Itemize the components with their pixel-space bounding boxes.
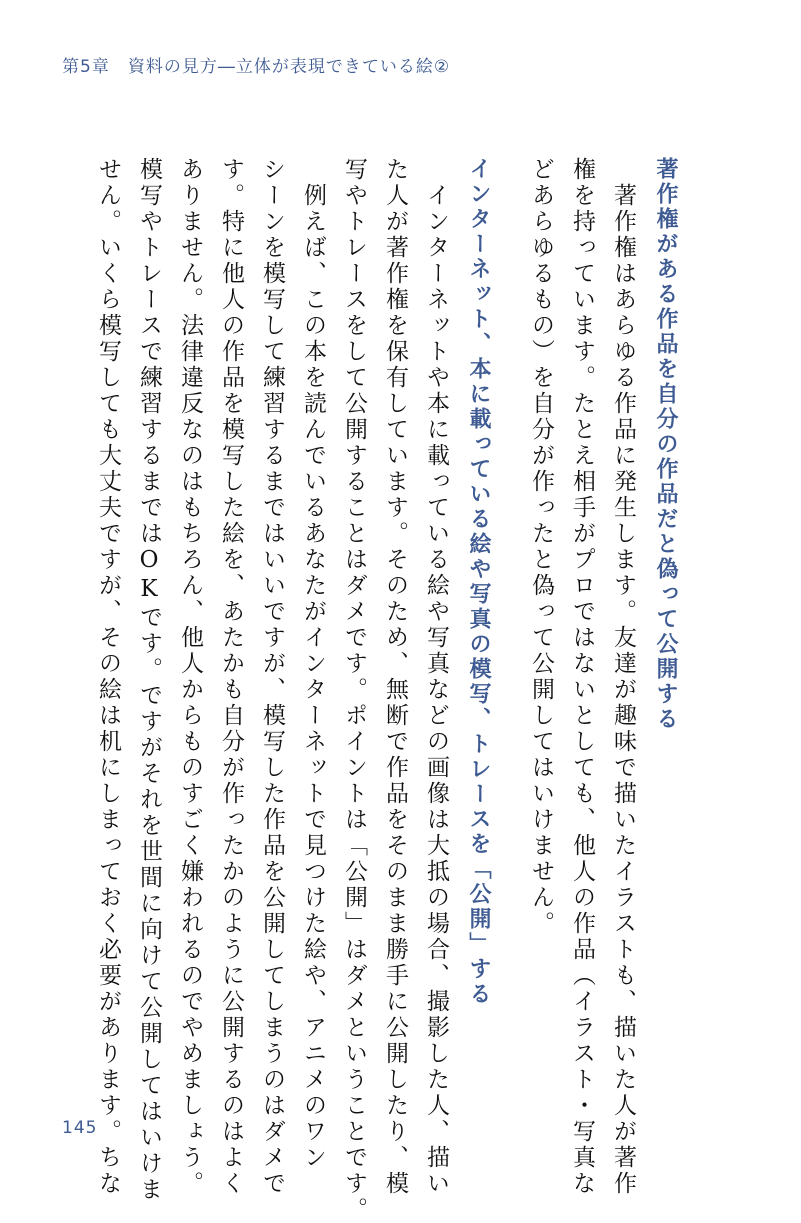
text-line: 模写やトレースで練習するまではOKです。ですがそれを世間に向けて公開してはいけま bbox=[136, 157, 162, 1203]
text-line: 写やトレースをして公開することはダメです。ポイントは「公開」はダメということです。 bbox=[341, 157, 367, 1223]
page-number: 145 bbox=[62, 1118, 98, 1138]
text-line: ありません。法律違反なのはもちろん、他人からものすごく嫌われるのでやめましょう。 bbox=[177, 157, 203, 1197]
section-gap bbox=[493, 157, 511, 1047]
text-line: た人が著作権を保有しています。そのため、無断で作品をそのまま勝手に公開したり、模 bbox=[382, 157, 408, 1197]
section-heading-publish: インターネット、本に載っている絵や写真の模写、トレースを「公開」する bbox=[466, 157, 491, 1007]
main-text bbox=[95, 157, 680, 1223]
text-line: インターネットや本に載っている絵や写真などの画像は大抵の場合、撮影した人、描い bbox=[423, 157, 449, 1197]
section-heading-copyright: 著作権がある作品を自分の作品だと偽って公開する bbox=[653, 157, 678, 732]
running-header: 第5章 資料の見方―立体が表現できている絵② bbox=[62, 57, 451, 77]
text-line: どあらゆるもの）を自分が作ったと偽って公開してはいけません。 bbox=[528, 157, 554, 937]
text-line: す。特に他人の作品を模写した絵を、あたかも自分が作ったかのように公開するのはよく bbox=[218, 157, 244, 1197]
text-line: せん。いくら模写しても大丈夫ですが、その絵は机にしまっておく必要があります。ちな bbox=[95, 157, 121, 1197]
text-line: シーンを模写して練習するまではいいですが、模写した作品を公開してしまうのはダメで bbox=[259, 157, 285, 1197]
text-line: 著作権はあらゆる作品に発生します。友達が趣味で描いたイラストも、描いた人が著作 bbox=[610, 157, 636, 1197]
text-line: 権を持っています。たとえ相手がプロではないとしても、他人の作品（イラスト・写真な bbox=[569, 157, 595, 1197]
text-line: 例えば、この本を読んでいるあなたがインターネットで見つけた絵や、アニメのワン bbox=[300, 157, 326, 1171]
